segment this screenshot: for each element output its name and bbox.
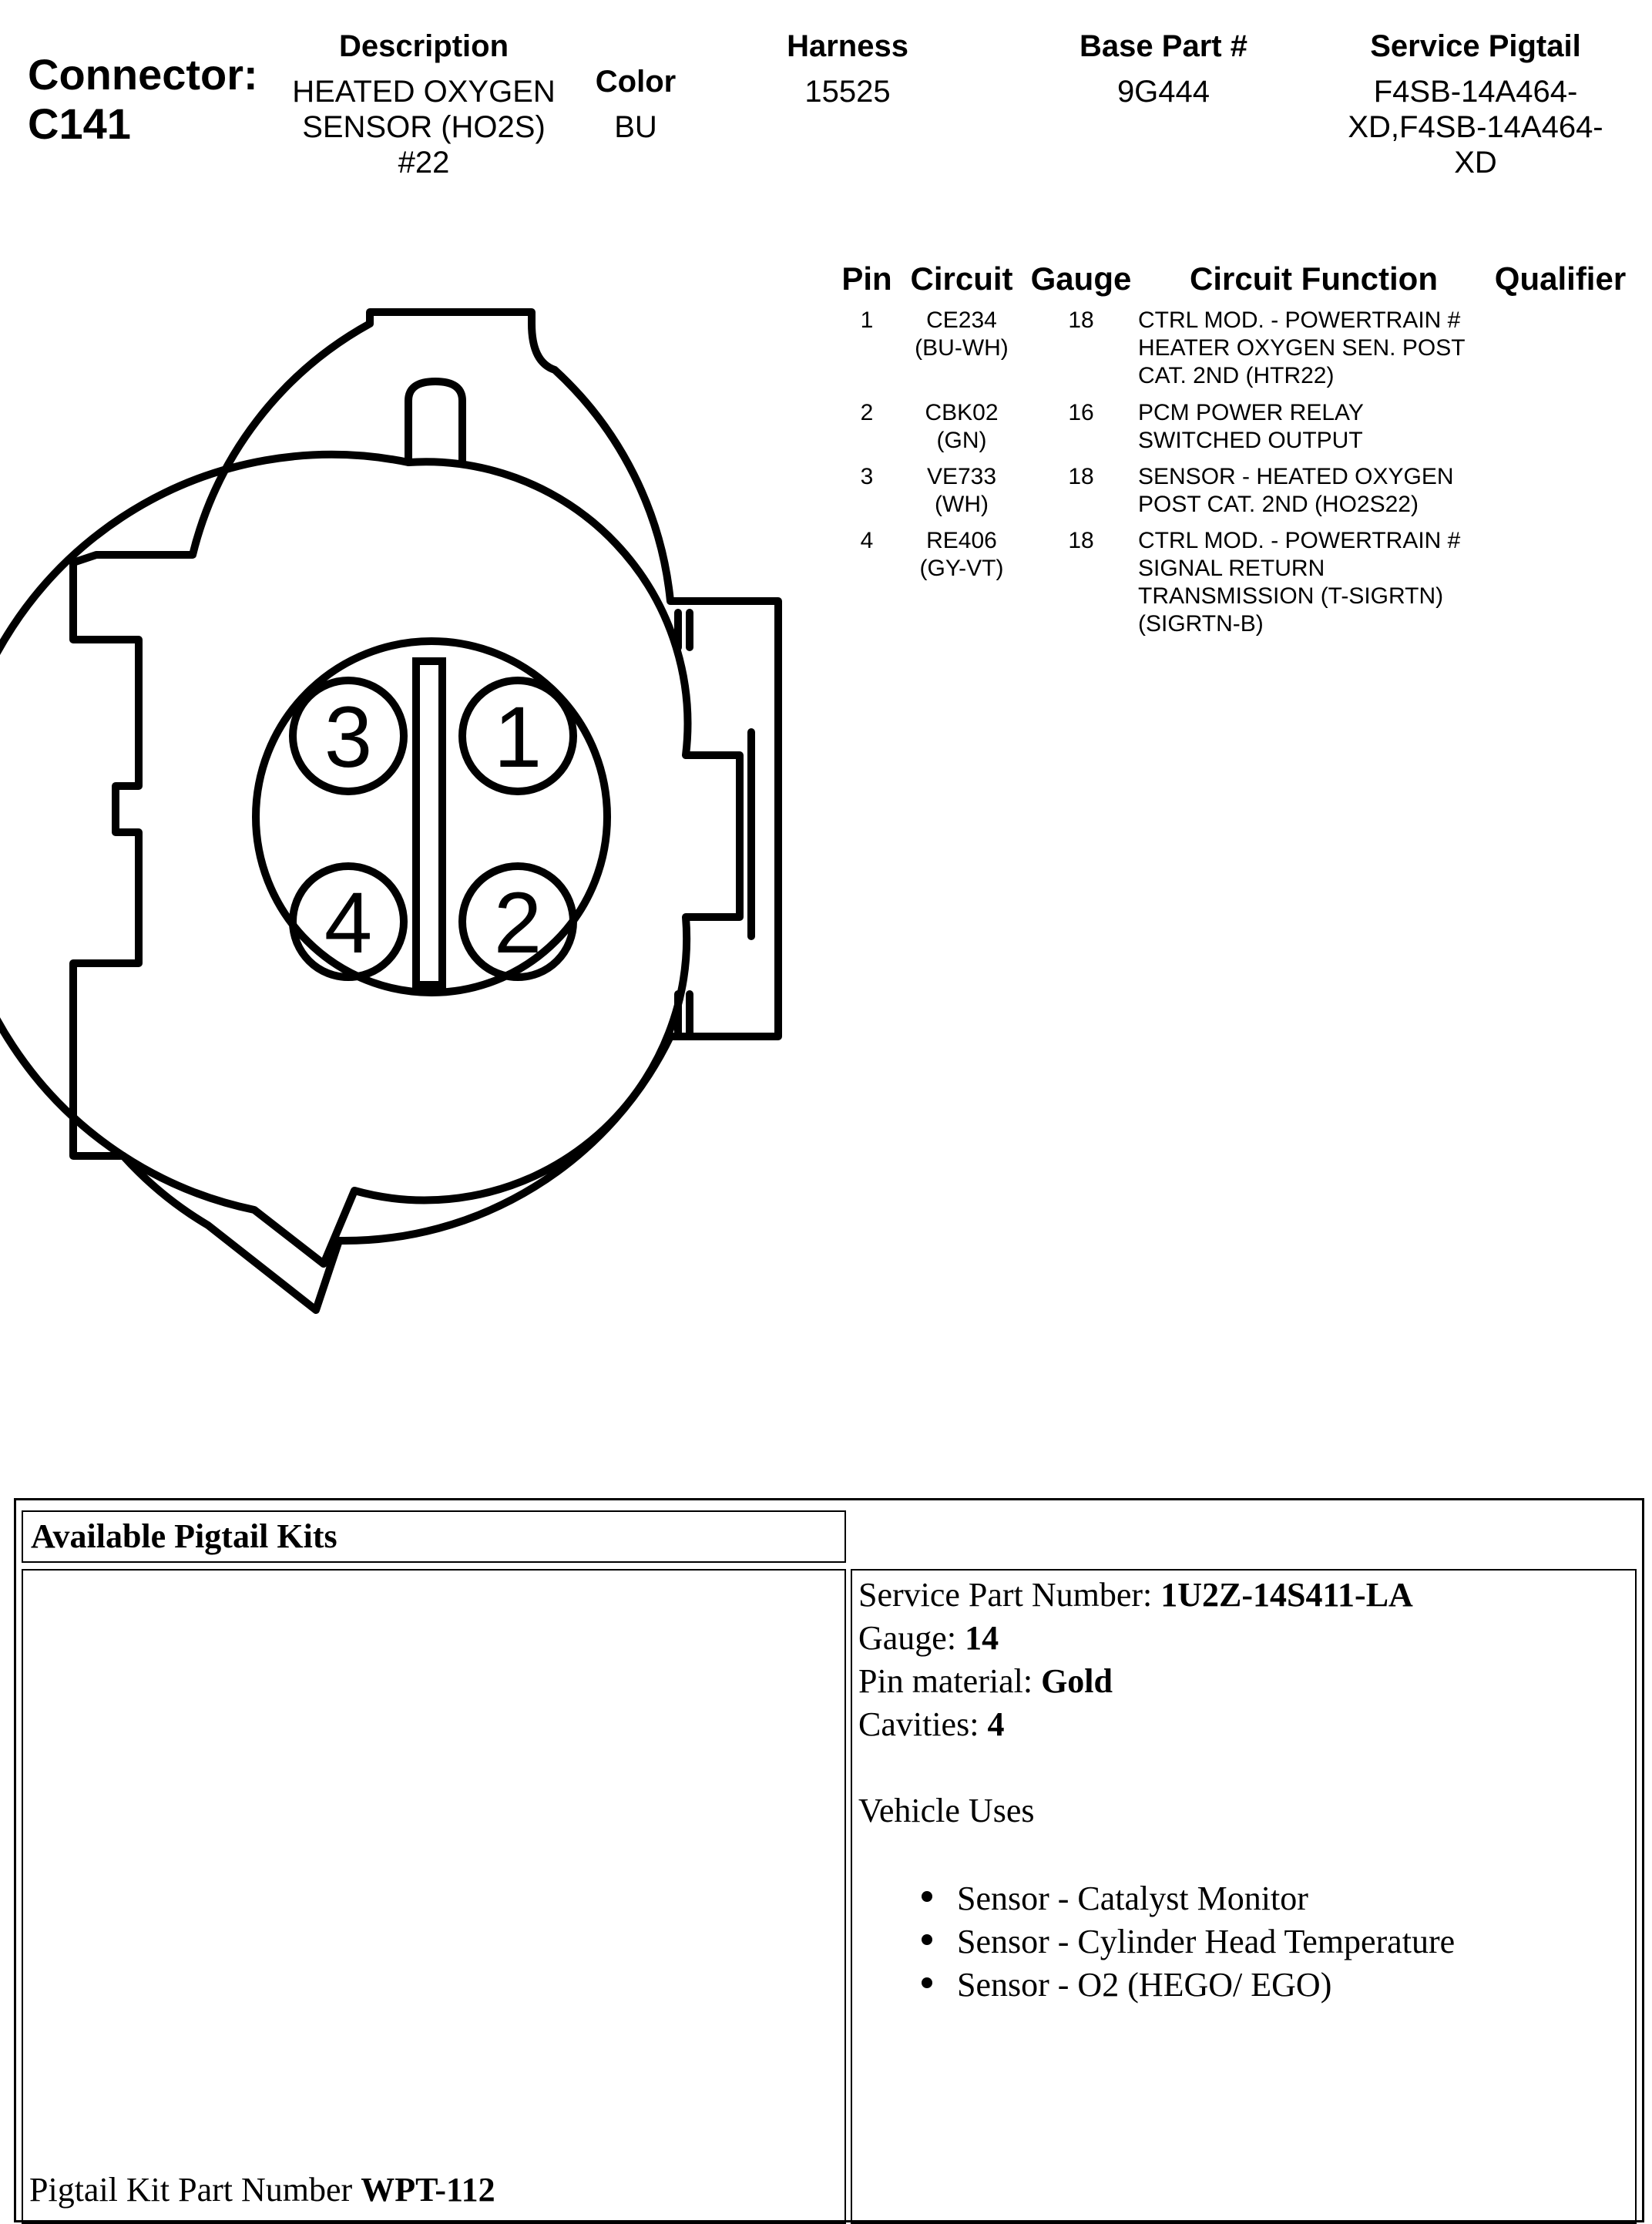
pin-number-2: 2 <box>493 875 542 971</box>
cavities-line <box>858 1703 1629 1746</box>
pigtail-title-cell <box>22 1510 846 1563</box>
pin-row-2-pin: 2 <box>860 400 874 425</box>
pin-row-4-circuit <box>900 527 1023 583</box>
vehicle-use-text: Sensor - Cylinder Head Temperature <box>957 1923 1456 1960</box>
pin-row-4-function <box>1138 527 1493 638</box>
pigtail-kit-cell <box>22 1569 846 2224</box>
harness-header: Harness <box>787 29 908 63</box>
vehicle-uses-heading: Vehicle Uses <box>858 1792 1035 1829</box>
service-pigtail-line: XD,F4SB-14A464- <box>1348 110 1603 144</box>
circuit-line: (GN) <box>936 428 987 453</box>
pin-row-2-function <box>1138 399 1493 455</box>
pigtail-kit-part-number <box>29 2169 495 2212</box>
qualifier-column-header: Qualifier <box>1494 260 1627 297</box>
pin-row-4-gauge: 18 <box>1068 528 1094 553</box>
pigtail-title: Available Pigtail Kits <box>31 1517 337 1555</box>
gauge-value: 14 <box>965 1619 999 1657</box>
pin-divider-bar <box>416 661 442 985</box>
gauge-label: Gauge: <box>858 1619 965 1657</box>
circuit-function-column-header: Circuit Function <box>1190 260 1438 297</box>
pin-row-3-gauge: 18 <box>1068 464 1094 489</box>
vehicle-uses-list <box>917 1877 1629 2007</box>
kit-part-value: WPT-112 <box>361 2171 495 2209</box>
pigtail-details-cell <box>851 1569 1637 2224</box>
connector-inner-shell <box>0 455 740 1264</box>
circuit-line: (GY-VT) <box>919 556 1004 581</box>
base-part-value: 9G444 <box>1116 75 1210 109</box>
service-pigtail-line: F4SB-14A464- <box>1373 75 1578 109</box>
connector-label: Connector: <box>28 50 258 99</box>
pin-row-1-function <box>1138 307 1493 390</box>
pin-row-3-pin: 3 <box>860 464 874 489</box>
pin-row-1-circuit <box>900 307 1023 362</box>
color-value: BU <box>614 110 657 144</box>
vehicle-use-item <box>917 1920 1629 1964</box>
service-part-number <box>858 1574 1629 1617</box>
harness-value: 15525 <box>804 75 891 109</box>
pin-number-3: 3 <box>324 689 373 785</box>
circuit-line: (BU-WH) <box>915 335 1009 361</box>
function-line: CAT. 2ND (HTR22) <box>1138 363 1335 388</box>
circuit-column-header: Circuit <box>910 260 1013 297</box>
function-line: PCM POWER RELAY <box>1138 400 1364 425</box>
vehicle-use-item <box>917 1877 1629 1920</box>
function-line: CTRL MOD. - POWERTRAIN # <box>1138 528 1461 553</box>
cavities-label: Cavities: <box>858 1705 988 1743</box>
bullet-icon <box>922 1934 932 1945</box>
function-line: TRANSMISSION (T-SIGRTN) <box>1138 583 1444 609</box>
pin-number-4: 4 <box>324 875 373 971</box>
pin-row-1-pin: 1 <box>860 307 874 333</box>
kit-part-label: Pigtail Kit Part Number <box>29 2171 361 2209</box>
function-line: (SIGRTN-B) <box>1138 611 1264 637</box>
service-pigtail-header: Service Pigtail <box>1370 29 1581 63</box>
color-header: Color <box>595 65 677 99</box>
cavities-value: 4 <box>987 1705 1005 1743</box>
pin-row-2-gauge: 16 <box>1068 400 1094 425</box>
vehicle-use-text: Sensor - Catalyst Monitor <box>957 1880 1308 1917</box>
circuit-line: RE406 <box>926 528 997 553</box>
base-part-header: Base Part # <box>1080 29 1247 63</box>
pin-row-4-pin: 4 <box>860 528 874 553</box>
circuit-line: CBK02 <box>925 400 999 425</box>
function-line: POST CAT. 2ND (HO2S22) <box>1138 492 1419 517</box>
pin-row-3-circuit <box>900 463 1023 519</box>
connector-top-key <box>408 381 462 462</box>
pin-material-label: Pin material: <box>858 1662 1042 1700</box>
gauge-line <box>858 1617 1629 1660</box>
pin-row-3-function <box>1138 463 1493 519</box>
bullet-icon <box>922 1891 932 1902</box>
connector-id: C141 <box>28 99 131 148</box>
pin-row-2-circuit <box>900 399 1023 455</box>
pin-column-header: Pin <box>841 260 892 297</box>
pin-row-1-gauge: 18 <box>1068 307 1094 333</box>
function-line: SIGNAL RETURN <box>1138 556 1325 581</box>
gauge-column-header: Gauge <box>1030 260 1132 297</box>
function-line: CTRL MOD. - POWERTRAIN # <box>1138 307 1461 333</box>
service-pigtail-value <box>1310 74 1641 180</box>
function-line: SWITCHED OUTPUT <box>1138 428 1363 453</box>
bullet-icon <box>922 1977 932 1988</box>
pin-material-line <box>858 1660 1629 1703</box>
vehicle-use-text: Sensor - O2 (HEGO/ EGO) <box>957 1966 1332 2004</box>
description-line: HEATED OXYGEN <box>292 75 556 109</box>
pin-material-value: Gold <box>1041 1662 1113 1700</box>
description-header: Description <box>338 29 509 63</box>
description-line: #22 <box>398 146 450 180</box>
connector-diagram <box>0 0 848 1387</box>
function-line: HEATER OXYGEN SEN. POST <box>1138 335 1466 361</box>
circuit-line: VE733 <box>926 464 997 489</box>
circuit-line: (WH) <box>935 492 989 517</box>
pin-number-1: 1 <box>493 689 542 785</box>
circuit-line: CE234 <box>926 307 997 333</box>
vehicle-use-item <box>917 1964 1629 2007</box>
service-pigtail-line: XD <box>1454 146 1497 180</box>
description-line: SENSOR (HO2S) <box>302 110 546 144</box>
service-part-label: Service Part Number: <box>858 1576 1161 1614</box>
service-part-value: 1U2Z-14S411-LA <box>1160 1576 1413 1614</box>
function-line: SENSOR - HEATED OXYGEN <box>1138 464 1454 489</box>
